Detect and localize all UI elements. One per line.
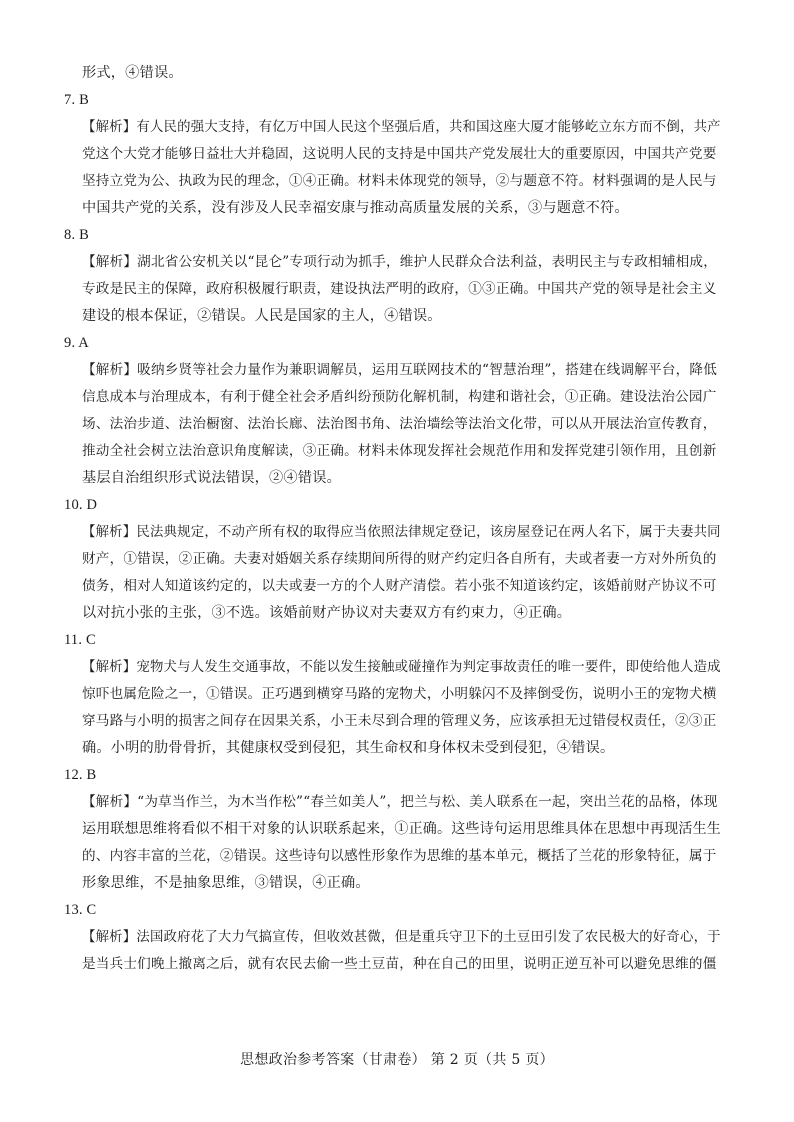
analysis-line: 基层自治组织形式说法错误，②④错误。 [82, 470, 341, 486]
analysis-line: 【解析】民法典规定，不动产所有权的取得应当依照法律规定登记，该房屋登记在两人名下，属于夫妻共同 [82, 525, 721, 540]
analysis-line: 场、法治步道、法治橱窗、法治长廊、法治图书角、法治墙绘等法治文化带，可以从开展法治宣传教育， [82, 416, 717, 432]
analysis-line: 的、内容丰富的兰花，②错误。这些诗句以感性形象作为思维的基本单元，概括了兰花的形象特征，属于 [82, 848, 717, 864]
answer-content [64, 60, 722, 978]
analysis-line: 是当兵士们晚上撤离之后，就有农民去偷一些土豆苗，种在自己的田里，说明正逆互补可以避免思维的僵 [82, 956, 717, 972]
analysis-line: 形式，④错误。 [82, 65, 183, 81]
analysis-line: 党这个大党才能够日益壮大并稳固，这说明人民的支持是中国共产党发展壮大的重要原因，中国共产党要 [82, 146, 717, 162]
analysis-line: 【解析】有人民的强大支持，有亿万中国人民这个坚强后盾，共和国这座大厦才能够屹立东方而不倒，共产 [82, 120, 721, 135]
analysis-line: 专政是民主的保障，政府积极履行职责，建设执法严明的政府，①③正确。中国共产党的领导是社会主义 [82, 281, 717, 297]
page-footer: 思想政治参考答案（甘肃卷） 第 2 页（共 5 页） [240, 1052, 554, 1068]
question-number: 8. B [64, 227, 89, 243]
question-number: 7. B [64, 92, 89, 108]
analysis-line: 【解析】“为草当作兰，为木当作松”“春兰如美人”，把兰与松、美人联系在一起，突出兰花的品格，体现 [82, 794, 718, 810]
question-number: 12. B [64, 767, 97, 783]
analysis-line: 财产，①错误，②正确。夫妻对婚姻关系存续期间所得的财产约定归各自所有，夫或者妻一方对外所负的 [82, 551, 717, 567]
analysis-line: 惊吓也属危险之一，①错误。正巧遇到横穿马路的宠物犬，小明躲闪不及摔倒受伤，说明小王的宠物犬横 [82, 686, 717, 702]
analysis-line: 建设的根本保证，②错误。人民是国家的主人，④错误。 [82, 308, 442, 324]
analysis-line: 信息成本与治理成本，有利于健全社会矛盾纠纷预防化解机制，构建和谐社会，①正确。建设法治公园广 [82, 389, 717, 405]
analysis-line: 以对抗小张的主张，③不选。该婚前财产协议对夫妻双方有约束力，④正确。 [82, 605, 572, 621]
analysis-line: 运用联想思维将看似不相干对象的认识联系起来，①正确。这些诗句运用思维具体在思想中再现活生生 [82, 821, 721, 837]
analysis-line: 推动全社会树立法治意识角度解读，③正确。材料未体现发挥社会规范作用和发挥党建引领作用，且创新 [82, 443, 717, 459]
analysis-line: 【解析】法国政府花了大力气搞宣传，但收效甚微，但是重兵守卫下的土豆田引发了农民极大的好奇心，于 [82, 930, 721, 945]
question-number: 13. C [64, 902, 97, 918]
question-number: 11. C [64, 632, 96, 648]
question-number: 10. D [64, 497, 98, 513]
analysis-line: 债务，相对人知道该约定的，以夫或妻一方的个人财产清偿。若小张不知道该约定，该婚前财产协议不可 [82, 578, 717, 594]
answer-page-body [64, 60, 722, 978]
analysis-line: 【解析】湖北省公安机关以“昆仑”专项行动为抓手，维护人民群众合法利益，表明民主与专政相辅相成， [82, 254, 718, 270]
question-number: 9. A [64, 335, 89, 351]
analysis-line: 【解析】宠物犬与人发生交通事故，不能以发生接触或碰撞作为判定事故责任的唯一要件，即使给他人造成 [82, 660, 721, 675]
analysis-line: 坚持立党为公、执政为民的理念，①④正确。材料未体现党的领导，②与题意不符。材料强调的是人民与 [82, 173, 717, 189]
analysis-line: 形象思维，不是抽象思维，③错误，④正确。 [82, 875, 370, 891]
analysis-line: 确。小明的肋骨骨折，其健康权受到侵犯，其生命权和身体权未受到侵犯，④错误。 [82, 740, 615, 756]
analysis-line: 【解析】吸纳乡贤等社会力量作为兼职调解员，运用互联网技术的“智慧治理”，搭建在线调解平台，降低 [82, 362, 718, 378]
analysis-line: 穿马路与小明的损害之间存在因果关系，小王未尽到合理的管理义务，应该承担无过错侵权责任，②③正 [82, 713, 717, 729]
analysis-line: 中国共产党的关系，没有涉及人民幸福安康与推动高质量发展的关系，③与题意不符。 [82, 200, 629, 216]
